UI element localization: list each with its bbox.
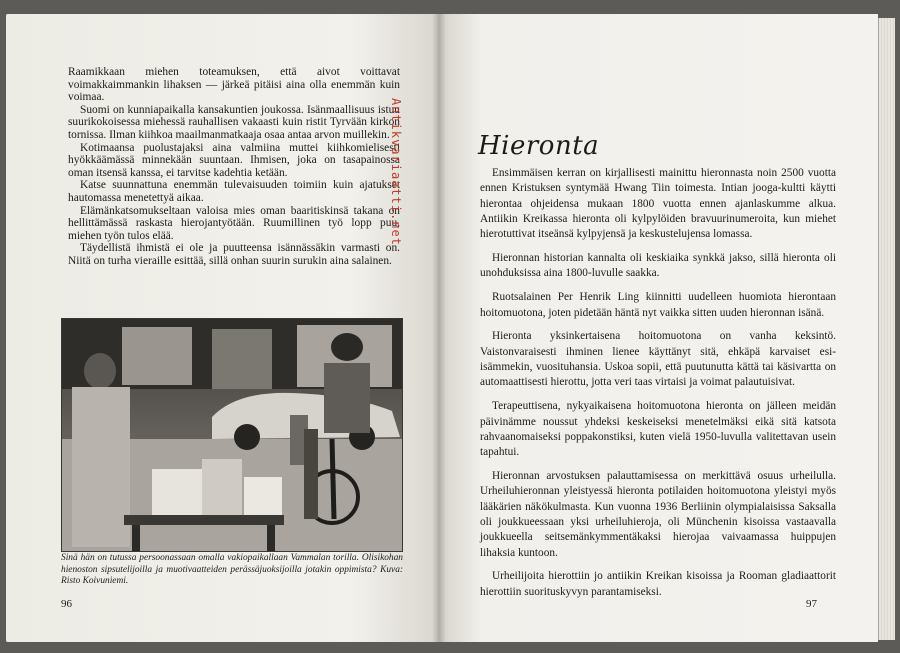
left-paragraph: Katse suunnattuna enemmän tulevaisuuden toimiin kuin ajatukset hautomassa menetettyä aikaa. [68,179,400,204]
right-paragraph: Hieronnan arvostuksen palauttamisessa on merkittävä osuus urheilulla. Urheiluhieronnan yleistyessä hieronta potilaiden hoitomuotona yleistyi myös lääkärien näkökulmasta. Kun vuonna 1936 Berliinin olympialaisissa Saksalla oli joukkueessaan yksi urheiluhieroja, oli Münchenin kisoissa vastaavalla joukkueella seitsemänkymmentäkaksi hierojaa vaivaamassa huippujen lihaksia kuntoon. [480,470,836,559]
chapter-heading: Hieronta [478,131,600,161]
book-spine [432,14,446,642]
left-paragraph: Täydellistä ihmistä ei ole ja puutteensa isännässäkin varmasti on. Niitä on turha vieraille esittää, sillä onhan suurin surukin aina salainen. [68,242,400,267]
right-paragraph: Ensimmäisen kerran on kirjallisesti mainittu hieronnasta noin 2500 vuotta ennen Kristuksen syntymää Hwang Tiin toimesta. Intian jooga-kultti käytti hierontaa ohjeidensa mukaan 1800 vuotta ennen ajanlaskumme alkua. Antiikin Kreikassa hieronta oli kylpylöiden bravuurinumeroita, kun miehet hierotuttivat itseänsä kylpyjensä ja keskustelujensa lomassa. [480,167,836,241]
right-paragraph: Hieronta yksinkertaisena hoitomuotona on vanha keksintö. Vaistonvaraisesti ihminen lienee käyttänyt sitä, ehkäpä karvaiset esi-isämmekin, vuosituhansia. Uskoa sopii, että puutunutta kättä tai käsivartta on automaattisesti hierottu, jotta veri taas virtaisi ja voimat palautuisivat. [480,330,836,389]
right-paragraph: Urheilijoita hierottiin jo antiikin Kreikan kisoissa ja Rooman gladiaattorit hierottiin suorituskyvyn parantamiseksi. [480,570,836,598]
right-paragraph: Hieronnan historian kannalta oli keskiaika synkkä jakso, sillä hieronta oli unohduksissa aina 1800-luvulle saakka. [480,252,836,280]
left-paragraph: Raamikkaan miehen toteamuksen, että aivot voittavat voimakkaimmankin lihaksen — järkeä pitäisi aina olla enemmän kuin voimaa. [68,66,400,104]
market-photo [61,318,403,552]
right-page [438,14,878,642]
right-paragraph: Terapeuttisena, nykyaikaisena hoitomuotona hieronta on jälleen meidän päivinämme noussut yhdeksi keskeiseksi menetelmäksi eikä sitä katsota rahvaanomaiseksi poppakonstiksi, kuten vielä 1950-luvulla valitettavan usein tapahtui. [480,400,836,459]
left-page [6,14,438,642]
open-book [6,14,894,644]
watermark-text: Antikvariaatti.net [389,97,403,246]
page-number-left: 96 [61,598,72,610]
left-page-text [68,66,400,268]
left-paragraph: Kotimaansa puolustajaksi aina valmiina muttei kiihkomielisesti hyökkäämässä minnekään suuntaan. Ihmisen, joka on tasapainossa oman itsensä kanssa, ei tarvitse kadehtia ketään. [68,141,400,179]
photo-illustration [62,319,402,551]
page-edges [878,18,895,640]
photo-caption: Sinä hän on tutussa persoonassaan omalla vakiopaikallaan Vammalan torilla. Olisikohan hienoston sipsutelijoilla ja muotivaatteiden perässäjuoksijoilla jotakin oppimista? Kuva: Risto Koivuniemi. [61,553,403,587]
right-page-text [480,166,836,609]
page-number-right: 97 [806,598,817,610]
left-paragraph: Suomi on kunniapaikalla kansakuntien joukossa. Isänmaallisuus istuu suurikokoisessa miehessä rauhallisen vakaasti kuin ristit Tyrvään kirkon tornissa. Ilman kiihkoa maailmanmatkaaja osaa antaa arvon muillekin. [68,103,400,141]
right-paragraph: Ruotsalainen Per Henrik Ling kiinnitti uudelleen huomiota hierontaan hoitomuotona, joten pidetään häntä nyt vaikka sitten uuden hieronnan isänä. [480,291,836,319]
left-paragraph: Elämänkatsomukseltaan valoisa mies oman baaritiskinsä takana on hellittämässä raskasta hierojantyötään. Ruumillinen työ lopp puu, miehen työn tulos elää. [68,204,400,242]
